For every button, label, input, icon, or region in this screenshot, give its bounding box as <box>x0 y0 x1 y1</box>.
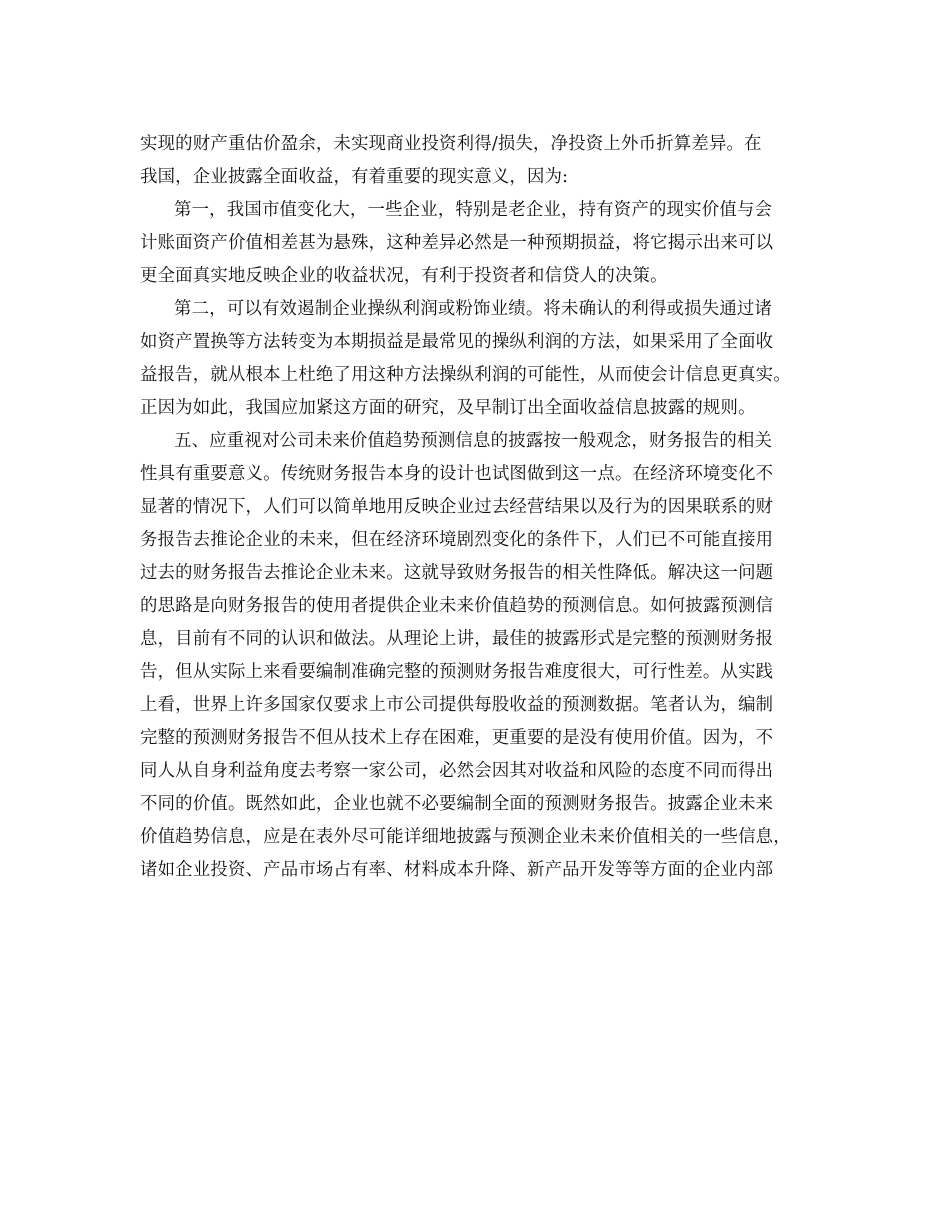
text-line: 如资产置换等方法转变为本期损益是最常见的操纵利润的方法，如果采用了全面收 <box>140 332 774 352</box>
text-line: 实现的财产重估价盈余，未实现商业投资利得/损失，净投资上外币折算差异。在 <box>140 134 762 154</box>
text-line: 计账面资产价值相差甚为悬殊，这种差异必然是一种预期损益，将它揭示出来可以 <box>140 233 774 253</box>
text-line: 更全面真实地反映企业的收益状况，有利于投资者和信贷人的决策。 <box>140 266 668 286</box>
text-line: 价值趋势信息，应是在表外尽可能详细地披露与预测企业未来价值相关的一些信息， <box>140 827 791 847</box>
text-line: 益报告，就从根本上杜绝了用这种方法操纵利润的可能性，从而使会计信息更真实。 <box>140 365 791 385</box>
text-line: 告，但从实际上来看要编制准确完整的预测财务报告难度很大，可行性差。从实践 <box>140 662 774 682</box>
body-text <box>140 128 820 887</box>
text-line: 务报告去推论企业的未来，但在经济环境剧烈变化的条件下，人们已不可能直接用 <box>140 530 774 550</box>
paragraph-first-line: 第二，可以有效遏制企业操纵利润或粉饰业绩。将未确认的利得或损失通过诸 <box>174 299 773 319</box>
text-line: 诸如企业投资、产品市场占有率、材料成本升降、新产品开发等等方面的企业内部 <box>140 860 774 880</box>
text-line: 我国，企业披露全面收益，有着重要的现实意义，因为: <box>140 167 569 187</box>
text-line: 完整的预测财务报告不但从技术上存在困难，更重要的是没有使用价值。因为，不 <box>140 728 774 748</box>
text-line: 息，目前有不同的认识和做法。从理论上讲，最佳的披露形式是完整的预测财务报 <box>140 629 774 649</box>
text-line: 性具有重要意义。传统财务报告本身的设计也试图做到这一点。在经济环境变化不 <box>140 464 774 484</box>
paragraph-first-line: 第一，我国市值变化大，一些企业，特别是老企业，持有资产的现实价值与会 <box>174 200 773 220</box>
text-line: 过去的财务报告去推论企业未来。这就导致财务报告的相关性降低。解决这一问题 <box>140 563 774 583</box>
text-line: 不同的价值。既然如此，企业也就不必要编制全面的预测财务报告。披露企业未来 <box>140 794 774 814</box>
text-line: 上看，世界上许多国家仅要求上市公司提供每股收益的预测数据。笔者认为，编制 <box>140 695 774 715</box>
paragraph-first-line: 五、应重视对公司未来价值趋势预测信息的披露按一般观念，财务报告的相关 <box>174 431 773 451</box>
text-line: 同人从自身利益角度去考察一家公司，必然会因其对收益和风险的态度不同而得出 <box>140 761 774 781</box>
text-line: 正因为如此，我国应加紧这方面的研究，及早制订出全面收益信息披露的规则。 <box>140 398 756 418</box>
text-line: 的思路是向财务报告的使用者提供企业未来价值趋势的预测信息。如何披露预测信 <box>140 596 774 616</box>
text-line: 显著的情况下，人们可以简单地用反映企业过去经营结果以及行为的因果联系的财 <box>140 497 774 517</box>
